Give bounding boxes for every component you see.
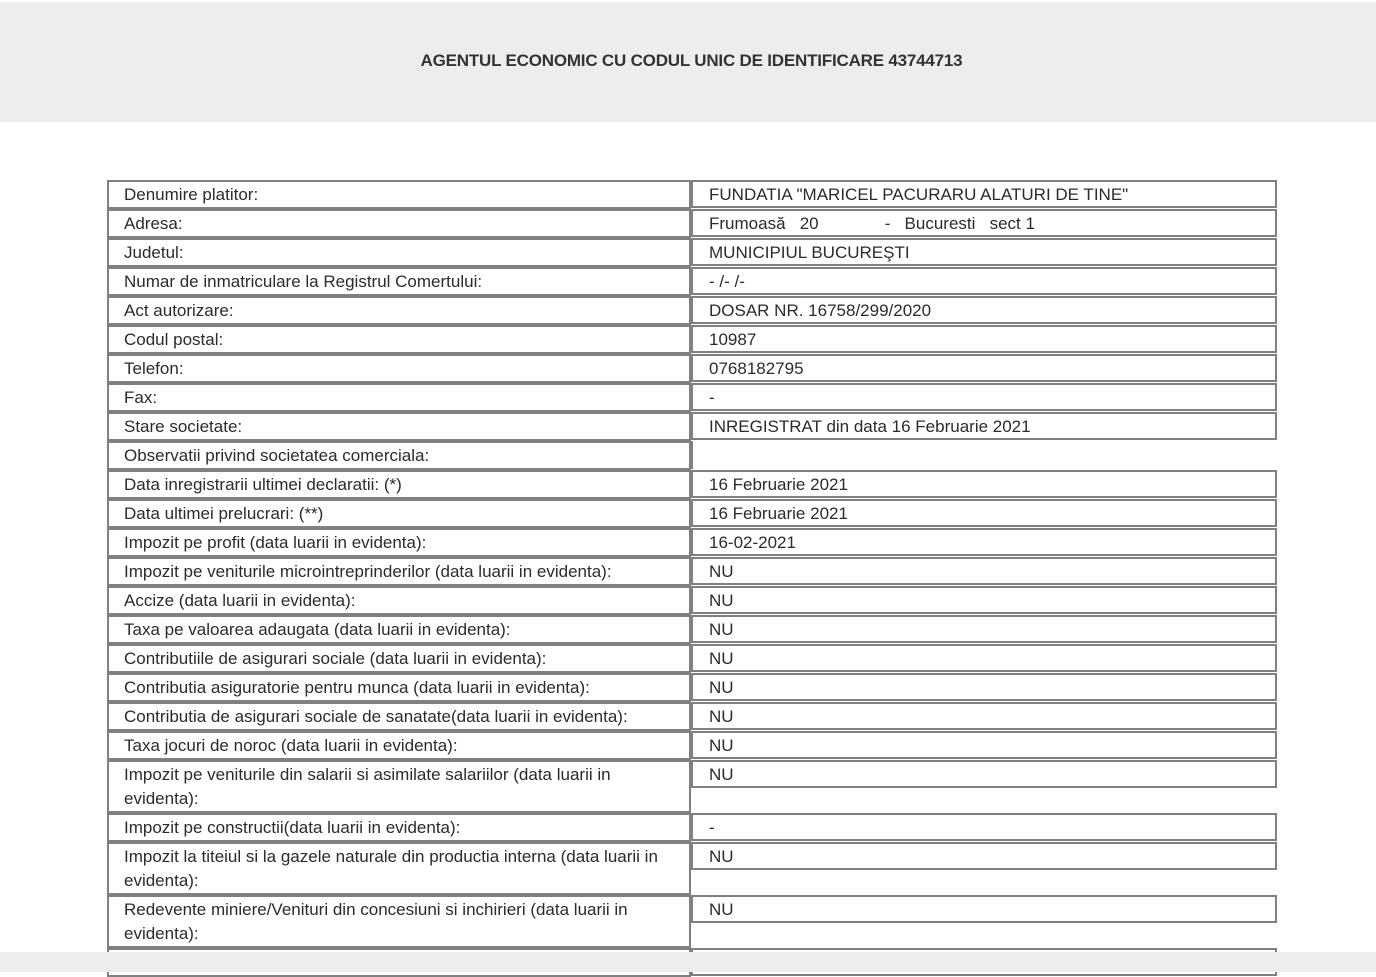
row-stare-societate [107,412,1277,441]
label-telefon: Telefon: [107,354,691,383]
row-data-inregistrare-declaratie [107,470,1277,499]
row-tva [107,615,1277,644]
label-judetul: Judetul: [107,238,691,267]
company-info-table [107,180,1277,977]
row-telefon [107,354,1277,383]
label-cod-postal: Codul postal: [107,325,691,354]
label-impozit-profit: Impozit pe profit (data luarii in evidenta): [107,528,691,557]
row-contributie-asiguratorie-munca [107,673,1277,702]
footer-band [0,952,1376,972]
value-observatii [691,441,1277,469]
row-impozit-profit [107,528,1277,557]
label-impozit-titei-gaze: Impozit la titeiul si la gazele naturale din productia interna (data luarii in evidenta): [107,842,691,895]
value-taxa-jocuri-noroc: NU [691,731,1277,759]
label-fax: Fax: [107,383,691,412]
value-accize: NU [691,586,1277,614]
label-impozit-constructii: Impozit pe constructii(data luarii in evidenta): [107,813,691,842]
value-data-inregistrare-declaratie: 16 Februarie 2021 [691,470,1277,498]
value-contributii-asigurari-sociale: NU [691,644,1277,672]
row-impozit-titei-gaze [107,842,1277,895]
label-data-inregistrare-declaratie: Data inregistrarii ultimei declaratii: (*) [107,470,691,499]
value-telefon: 0768182795 [691,354,1277,382]
row-contributie-sanatate [107,702,1277,731]
label-accize: Accize (data luarii in evidenta): [107,586,691,615]
row-adresa [107,209,1277,238]
row-contributii-asigurari-sociale [107,644,1277,673]
value-denumire-platitor: FUNDATIA "MARICEL PACURARU ALATURI DE TINE" [691,180,1277,208]
label-contributie-sanatate: Contributia de asigurari sociale de sanatate(data luarii in evidenta): [107,702,691,731]
row-impozit-constructii [107,813,1277,842]
value-impozit-salarii: NU [691,760,1277,788]
value-impozit-constructii: - [691,813,1277,841]
row-judetul [107,238,1277,267]
label-contributii-asigurari-sociale: Contributiile de asigurari sociale (data luarii in evidenta): [107,644,691,673]
row-taxa-jocuri-noroc [107,731,1277,760]
value-redevente-miniere: NU [691,895,1277,923]
value-data-prelucrare: 16 Februarie 2021 [691,499,1277,527]
label-redevente-miniere: Redevente miniere/Venituri din concesiuni si inchirieri (data luarii in evidenta): [107,895,691,948]
value-contributie-sanatate: NU [691,702,1277,730]
value-judetul: MUNICIPIUL BUCUREŞTI [691,238,1277,266]
row-fax [107,383,1277,412]
label-contributie-asiguratorie-munca: Contributia asiguratorie pentru munca (data luarii in evidenta): [107,673,691,702]
row-impozit-microintreprinderi [107,557,1277,586]
value-impozit-microintreprinderi: NU [691,557,1277,585]
value-tva: NU [691,615,1277,643]
label-adresa: Adresa: [107,209,691,238]
value-contributie-asiguratorie-munca: NU [691,673,1277,701]
label-observatii: Observatii privind societatea comerciala: [107,441,691,470]
value-stare-societate: INREGISTRAT din data 16 Februarie 2021 [691,412,1277,440]
row-cod-postal [107,325,1277,354]
value-fax: - [691,383,1277,411]
label-stare-societate: Stare societate: [107,412,691,441]
row-denumire [107,180,1277,209]
page-title: AGENTUL ECONOMIC CU CODUL UNIC DE IDENTIFICARE 43744713 [420,51,963,70]
row-redevente-miniere [107,895,1277,948]
row-accize [107,586,1277,615]
value-cod-postal: 10987 [691,325,1277,353]
row-observatii [107,441,1277,470]
value-nr-inmatriculare: - /- /- [691,267,1277,295]
label-impozit-microintreprinderi: Impozit pe veniturile microintreprinderilor (data luarii in evidenta): [107,557,691,586]
label-taxa-jocuri-noroc: Taxa jocuri de noroc (data luarii in evidenta): [107,731,691,760]
row-data-prelucrare [107,499,1277,528]
value-adresa: Frumoasă 20 - Bucuresti sect 1 [691,209,1277,237]
label-data-prelucrare: Data ultimei prelucrari: (**) [107,499,691,528]
value-impozit-profit: 16-02-2021 [691,528,1277,556]
value-impozit-titei-gaze: NU [691,842,1277,870]
label-denumire-platitor: Denumire platitor: [107,180,691,209]
label-nr-inmatriculare: Numar de inmatriculare la Registrul Comertului: [107,267,691,296]
label-act-autorizare: Act autorizare: [107,296,691,325]
row-impozit-salarii [107,760,1277,813]
label-tva: Taxa pe valoarea adaugata (data luarii in evidenta): [107,615,691,644]
label-impozit-salarii: Impozit pe veniturile din salarii si asimilate salariilor (data luarii in evidenta): [107,760,691,813]
row-act-autorizare [107,296,1277,325]
value-act-autorizare: DOSAR NR. 16758/299/2020 [691,296,1277,324]
row-nr-inmatriculare [107,267,1277,296]
